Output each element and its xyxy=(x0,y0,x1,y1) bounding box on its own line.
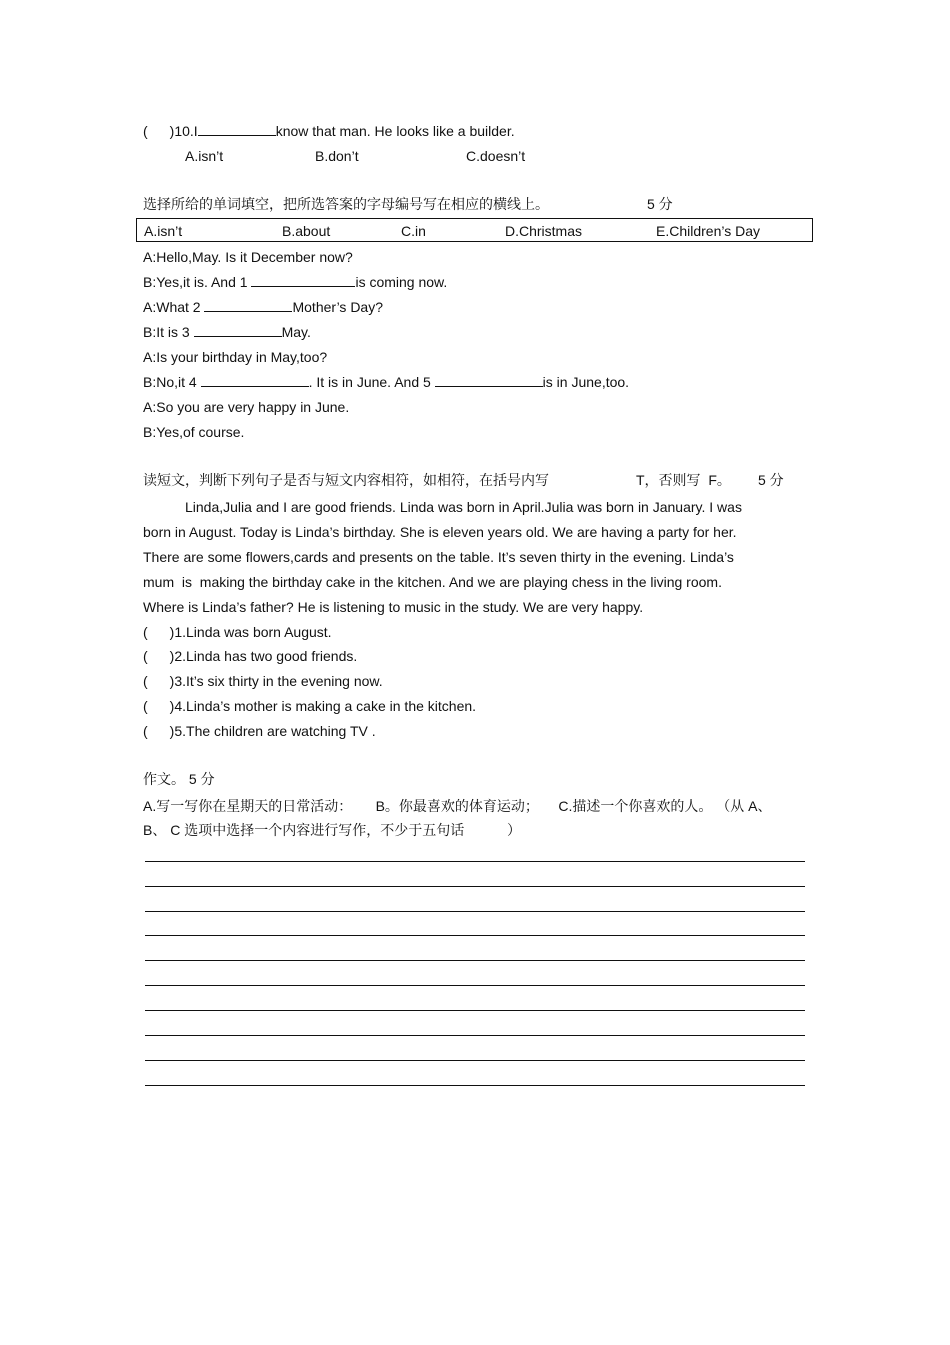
question-10-prefix: 10.I xyxy=(174,123,198,139)
tf-item: ( )4.Linda’s mother is making a cake in the kitchen. xyxy=(143,698,477,714)
word-bank-item: E.Children’s Day xyxy=(656,223,761,239)
dialogue-line: A:Is your birthday in May,too? xyxy=(143,349,328,365)
answer-paren-close: ) xyxy=(169,123,175,139)
answer-paren[interactable]: ( xyxy=(143,648,148,664)
passage-line: born in August. Today is Linda’s birthday. She is eleven years old. We are having a party for her. xyxy=(143,524,737,540)
passage-line: There are some flowers,cards and presents on the table. It’s seven thirty in the evening. Linda’s xyxy=(143,549,734,565)
option-b[interactable]: B.don’t xyxy=(315,148,359,164)
reading-section-heading: 读短文，判断下列句子是否与短文内容相符，如相符，在括号内写 xyxy=(143,472,549,488)
answer-paren[interactable]: ( xyxy=(143,723,148,739)
answer-blank[interactable] xyxy=(251,273,355,287)
tf-item: ( )2.Linda has two good friends. xyxy=(143,648,358,664)
tf-item: ( )5.The children are watching TV . xyxy=(143,723,376,739)
answer-blank[interactable] xyxy=(198,122,276,136)
writing-line[interactable] xyxy=(145,861,805,862)
word-bank-box xyxy=(136,218,813,242)
answer-paren[interactable]: ( xyxy=(143,673,148,689)
answer-blank[interactable] xyxy=(204,298,292,312)
writing-line[interactable] xyxy=(145,1060,805,1061)
writing-line[interactable] xyxy=(145,1035,805,1036)
word-bank-item: D.Christmas xyxy=(505,223,583,239)
dialogue-line: B:It is 3 May. xyxy=(143,324,311,340)
option-a[interactable]: A.isn’t xyxy=(185,148,224,164)
dialogue-line: A:Hello,May. Is it December now? xyxy=(143,249,353,265)
answer-paren-open[interactable]: ( xyxy=(143,123,148,139)
fill-section-heading: 选择所给的单词填空，把所选答案的字母编号写在相应的横线上。 xyxy=(143,196,549,212)
tf-item: ( )3.It’s six thirty in the evening now. xyxy=(143,673,383,689)
passage-line: Where is Linda’s father? He is listening to music in the study. We are very happy. xyxy=(143,599,644,615)
writing-section-heading: 作文。 5 分 xyxy=(143,771,215,787)
writing-line[interactable] xyxy=(145,1085,805,1086)
writing-prompt-line: A.写一写你在星期天的日常活动： B。你最喜欢的体育运动； C.描述一个你喜欢的人。 （从 A、 xyxy=(143,798,772,814)
question-10-suffix: know that man. He looks like a builder. xyxy=(275,123,515,139)
writing-line[interactable] xyxy=(145,960,805,961)
answer-paren[interactable]: ( xyxy=(143,624,148,640)
writing-line[interactable] xyxy=(145,886,805,887)
word-bank-item: A.isn’t xyxy=(144,223,183,239)
passage-line: Linda,Julia and I are good friends. Linda was born in April.Julia was born in January. I was xyxy=(185,499,742,515)
reading-section-score: 5 分 xyxy=(758,472,784,488)
question-10 xyxy=(143,122,515,140)
reading-section-heading-tail: T，否则写 F。 xyxy=(636,472,731,488)
answer-blank[interactable] xyxy=(435,373,543,387)
passage-line: mum is making the birthday cake in the kitchen. And we are playing chess in the living room. xyxy=(143,574,722,590)
writing-line[interactable] xyxy=(145,1010,805,1011)
writing-line[interactable] xyxy=(145,985,805,986)
tf-item: ( )1.Linda was born August. xyxy=(143,624,332,640)
word-bank-item: B.about xyxy=(282,223,331,239)
dialogue-line: A:What 2 Mother’s Day? xyxy=(143,299,384,315)
dialogue-line: A:So you are very happy in June. xyxy=(143,399,350,415)
dialogue-line: B:No,it 4 . It is in June. And 5 is in June,too. xyxy=(143,374,630,390)
dialogue-line: B:Yes,it is. And 1 is coming now. xyxy=(143,274,448,290)
writing-line[interactable] xyxy=(145,911,805,912)
fill-section-score: 5 分 xyxy=(647,196,673,212)
writing-prompt-line: B、 C 选项中选择一个内容进行写作，不少于五句话 ） xyxy=(143,822,522,838)
answer-paren[interactable]: ( xyxy=(143,698,148,714)
word-bank-item: C.in xyxy=(401,223,426,239)
answer-blank[interactable] xyxy=(194,323,282,337)
answer-blank[interactable] xyxy=(201,373,309,387)
option-c[interactable]: C.doesn’t xyxy=(466,148,526,164)
dialogue-line: B:Yes,of course. xyxy=(143,424,245,440)
writing-line[interactable] xyxy=(145,935,805,936)
